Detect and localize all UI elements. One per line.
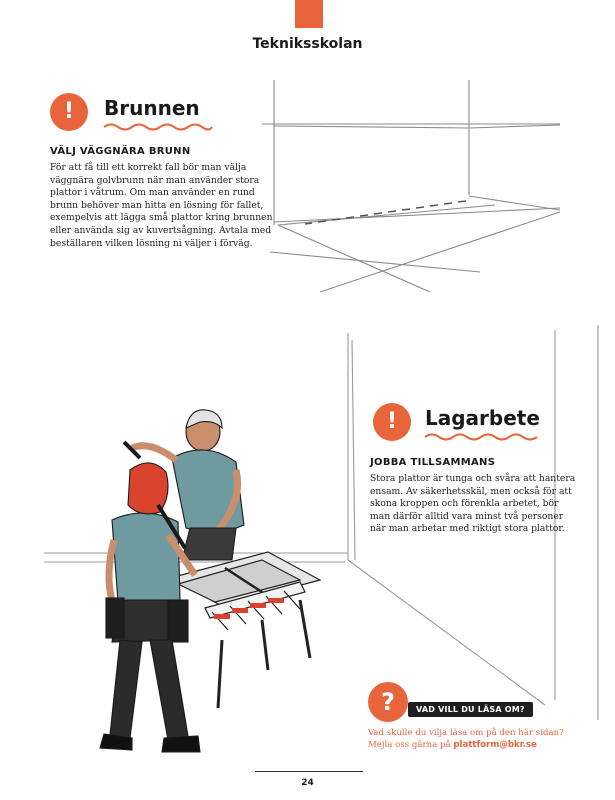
text-line: när man arbetar med riktigt stora plattor. xyxy=(370,523,565,535)
text-line: beställaren vilken lösning ni väljer i förväg. xyxy=(50,237,253,249)
section-subhead: VÄLJ VÄGGNÄRA BRUNN xyxy=(50,146,191,157)
room-drain-illustration xyxy=(262,80,560,292)
text-line: ensam. Av säkerhetsskäl, men också för att xyxy=(370,485,572,497)
text-line: man därför alltid vara minst två personer xyxy=(370,510,564,522)
cta-line: Vad skulle du vilja läsa om på den här sidan? xyxy=(368,728,564,738)
text-line: plattor i våtrum. Om man använder en rund xyxy=(50,187,255,199)
email-link[interactable]: plattform@bkr.se xyxy=(453,739,537,750)
text-line: För att få till ett korrekt fall bör man välja xyxy=(50,162,247,173)
page-header: Tekniksskolan xyxy=(252,36,363,52)
question-icon: ? xyxy=(368,682,408,722)
cta-label: VAD VILL DU LÄSA OM? xyxy=(408,702,533,717)
text-line: brunn behöver man hitta en lösning för fallet, xyxy=(50,199,264,211)
cta-text xyxy=(368,728,568,751)
text-line: eller använda sig av kuvertsågning. Avtala med xyxy=(50,224,272,236)
text-line: skona kroppen och förenkla arbetet, bör xyxy=(370,498,559,510)
section-body-lagarbete xyxy=(370,473,585,536)
cta-line xyxy=(368,740,568,752)
cta-prefix: Mejla oss gärna på xyxy=(368,739,454,750)
text-line: väggnära golvbrunn när man använder stora xyxy=(50,174,260,186)
exclamation-icon: ! xyxy=(50,93,88,131)
text-line: exempelvis att lägga små plattor kring brunnen xyxy=(50,212,273,224)
section-body-brunnen xyxy=(50,162,275,250)
text-line: Stora plattor är tunga och svåra att hantera xyxy=(370,473,576,484)
exclamation-icon: ! xyxy=(373,403,411,441)
section-title-lagarbete: Lagarbete xyxy=(425,406,540,430)
page-number: 24 xyxy=(301,778,314,788)
section-title-brunnen: Brunnen xyxy=(104,96,200,120)
footer-rule xyxy=(255,771,363,772)
section-subhead: JOBBA TILLSAMMANS xyxy=(370,457,496,468)
squiggle-underline xyxy=(102,122,214,132)
squiggle-underline xyxy=(423,432,543,442)
